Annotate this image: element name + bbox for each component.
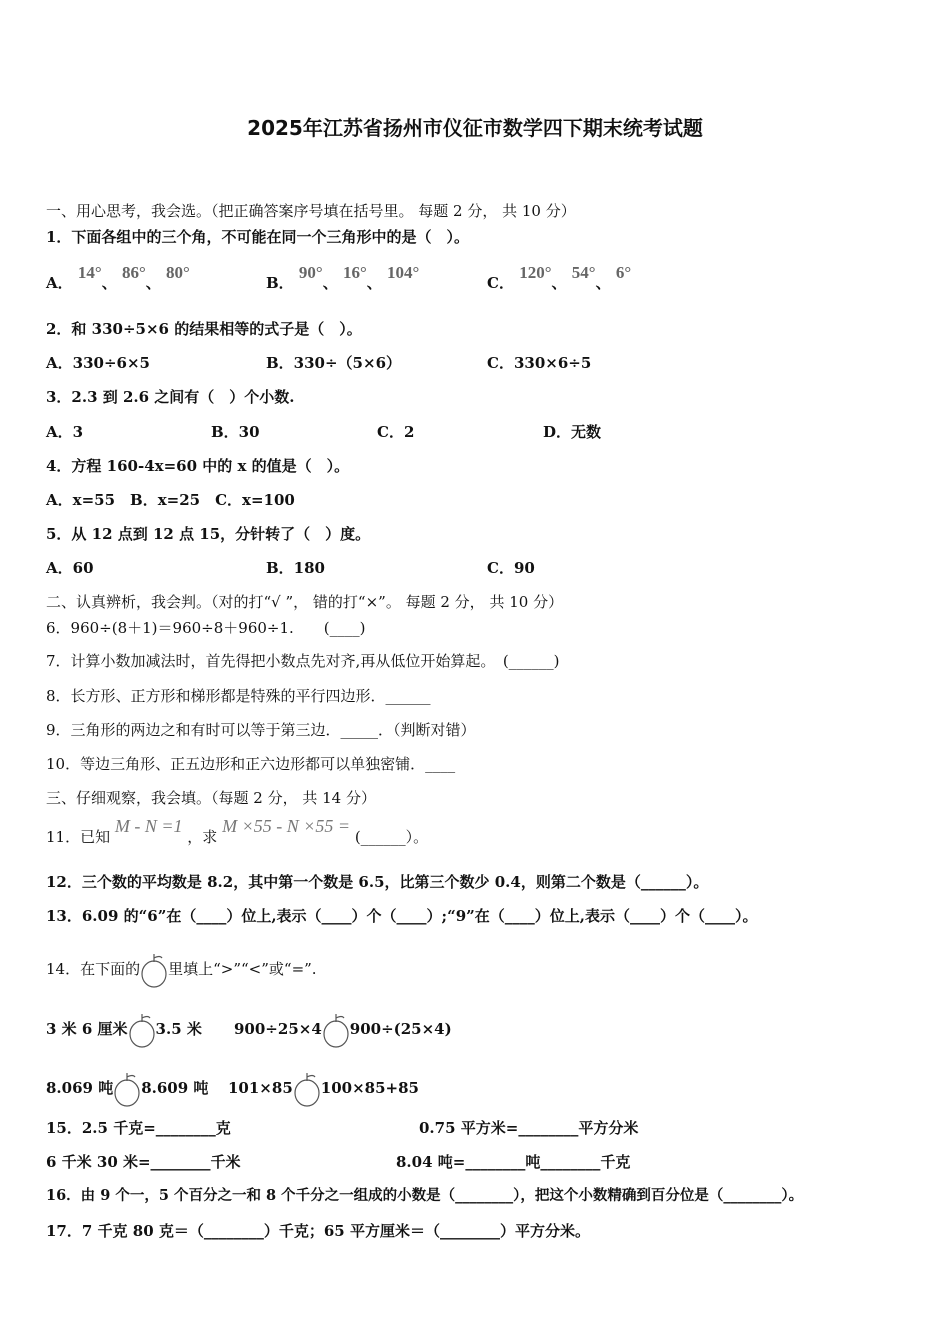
q3-option-d: D．无数 bbox=[543, 423, 602, 441]
q11-suffix: (______）。 bbox=[354, 828, 429, 846]
angle-value: 6° bbox=[615, 263, 632, 282]
q14-compare-right: 900÷(25×4) bbox=[349, 1020, 452, 1038]
angle-value: 16° bbox=[342, 263, 367, 282]
question-7: 7．计算小数加减法时，首先得把小数点先对齐,再从低位开始算起。 (______) bbox=[46, 652, 560, 670]
separator: 、 bbox=[366, 274, 382, 292]
q5-option-b: B．180 bbox=[266, 559, 325, 577]
q1-option-a-label: A． bbox=[46, 274, 73, 292]
apple-blank-icon[interactable] bbox=[113, 1071, 141, 1107]
angle-value: 90° bbox=[298, 263, 323, 282]
angle-value: 104° bbox=[387, 263, 420, 282]
section-1-heading: 一、用心思考，我会选。（把正确答案序号填在括号里。 每题 2 分， 共 10 分） bbox=[46, 202, 576, 220]
q5-option-c: C．90 bbox=[487, 559, 535, 577]
question-14 bbox=[46, 952, 317, 988]
question-16: 16．由 9 个一，5 个百分之一和 8 个千分之一组成的小数是（________），把这个小数精确到百分位是（________）。 bbox=[46, 1187, 804, 1204]
section-3-heading: 三、仔细观察，我会填。（每题 2 分， 共 14 分） bbox=[46, 789, 376, 807]
question-15c: 6 千米 30 米=________千米 bbox=[46, 1153, 241, 1171]
question-3: 3．2.3 到 2.6 之间有（ ）个小数. bbox=[46, 388, 295, 406]
angle-value: 54° bbox=[571, 263, 596, 282]
angle-value: 86° bbox=[121, 263, 146, 282]
q5-option-a: A．60 bbox=[46, 559, 94, 577]
q3-option-a: A．3 bbox=[46, 423, 84, 441]
apple-blank-icon[interactable] bbox=[293, 1071, 321, 1107]
q1-option-a bbox=[46, 263, 190, 293]
apple-blank-icon[interactable] bbox=[322, 1012, 350, 1048]
separator: 、 bbox=[101, 274, 117, 292]
q11-prefix: 11．已知 bbox=[46, 828, 111, 846]
q3-option-c: C．2 bbox=[377, 423, 415, 441]
q14-compare-left: 900÷25×4 bbox=[234, 1020, 322, 1038]
q14-compare-right: 3.5 米 bbox=[155, 1020, 202, 1038]
q14-row-1-right bbox=[234, 1012, 452, 1048]
section-2-heading: 二、认真辨析，我会判。（对的打“√ ”， 错的打“×”。 每题 2 分， 共 10 分） bbox=[46, 593, 564, 611]
angle-value: 120° bbox=[519, 263, 552, 282]
question-15a: 15．2.5 千克=________克 bbox=[46, 1119, 231, 1137]
q11-equation-1: M - N =1 bbox=[114, 816, 183, 836]
question-5: 5．从 12 点到 12 点 15，分针转了（ ）度。 bbox=[46, 525, 371, 543]
q4-options: A．x=55 B．x=25 C．x=100 bbox=[46, 491, 295, 509]
question-10: 10．等边三角形、正五边形和正六边形都可以单独密铺．____ bbox=[46, 755, 456, 773]
q14-compare-left: 101×85 bbox=[228, 1079, 293, 1097]
question-15b: 0.75 平方米=________平方分米 bbox=[419, 1119, 639, 1137]
question-6: 6．960÷(8＋1)＝960÷8＋960÷1. (____) bbox=[46, 619, 366, 637]
separator: 、 bbox=[145, 274, 161, 292]
q2-option-c: C．330×6÷5 bbox=[487, 354, 592, 372]
q2-option-b: B．330÷（5×6） bbox=[266, 354, 402, 372]
q14-compare-left: 8.069 吨 bbox=[46, 1079, 114, 1097]
q1-option-c-label: C． bbox=[487, 274, 514, 292]
page-title: 2025年江苏省扬州市仪征市数学四下期末统考试题 bbox=[247, 116, 703, 140]
question-2: 2．和 330÷5×6 的结果相等的式子是（ ）。 bbox=[46, 320, 362, 338]
q2-option-a: A．330÷6×5 bbox=[46, 354, 150, 372]
question-17: 17．7 千克 80 克＝（________）千克；65 平方厘米＝（________）平方分米。 bbox=[46, 1222, 590, 1240]
apple-blank-icon bbox=[140, 952, 168, 988]
question-8: 8．长方形、正方形和梯形都是特殊的平行四边形．______ bbox=[46, 687, 431, 705]
separator: 、 bbox=[322, 274, 338, 292]
q1-option-b-label: B． bbox=[266, 274, 294, 292]
q14-row-1-left bbox=[46, 1012, 202, 1048]
question-11 bbox=[46, 816, 429, 847]
question-15d: 8.04 吨=________吨________千克 bbox=[396, 1153, 631, 1171]
q14-prefix: 14．在下面的 bbox=[46, 960, 141, 978]
q11-mid: ，求 bbox=[187, 828, 218, 846]
question-9: 9．三角形的两边之和有时可以等于第三边．_____．（判断对错） bbox=[46, 721, 476, 739]
q11-equation-2: M ×55 - N ×55 = bbox=[222, 816, 351, 836]
angle-value: 14° bbox=[77, 263, 102, 282]
angle-value: 80° bbox=[166, 263, 190, 282]
q14-row-2-left bbox=[46, 1071, 208, 1107]
question-13: 13．6.09 的“6”在（____）位上,表示（____）个（____）;“9”在（____）位上,表示（____）个（____）。 bbox=[46, 907, 758, 925]
q3-option-b: B．30 bbox=[211, 423, 260, 441]
apple-blank-icon[interactable] bbox=[128, 1012, 156, 1048]
question-12: 12．三个数的平均数是 8.2，其中第一个数是 6.5，比第三个数少 0.4，则第二个数是（______）。 bbox=[46, 873, 709, 891]
q14-compare-left: 3 米 6 厘米 bbox=[46, 1020, 128, 1038]
question-1: 1．下面各组中的三个角，不可能在同一个三角形中的是（ ）。 bbox=[46, 228, 469, 246]
separator: 、 bbox=[551, 274, 567, 292]
q14-suffix: 里填上“>”“<”或“=”. bbox=[168, 960, 317, 978]
q14-row-2-right bbox=[228, 1071, 419, 1107]
q14-compare-right: 8.609 吨 bbox=[141, 1079, 209, 1097]
q14-compare-right: 100×85+85 bbox=[320, 1079, 419, 1097]
separator: 、 bbox=[595, 274, 611, 292]
q1-option-c bbox=[487, 263, 632, 293]
question-4: 4．方程 160-4x=60 中的 x 的值是（ ）。 bbox=[46, 457, 350, 475]
q1-option-b bbox=[266, 263, 420, 293]
